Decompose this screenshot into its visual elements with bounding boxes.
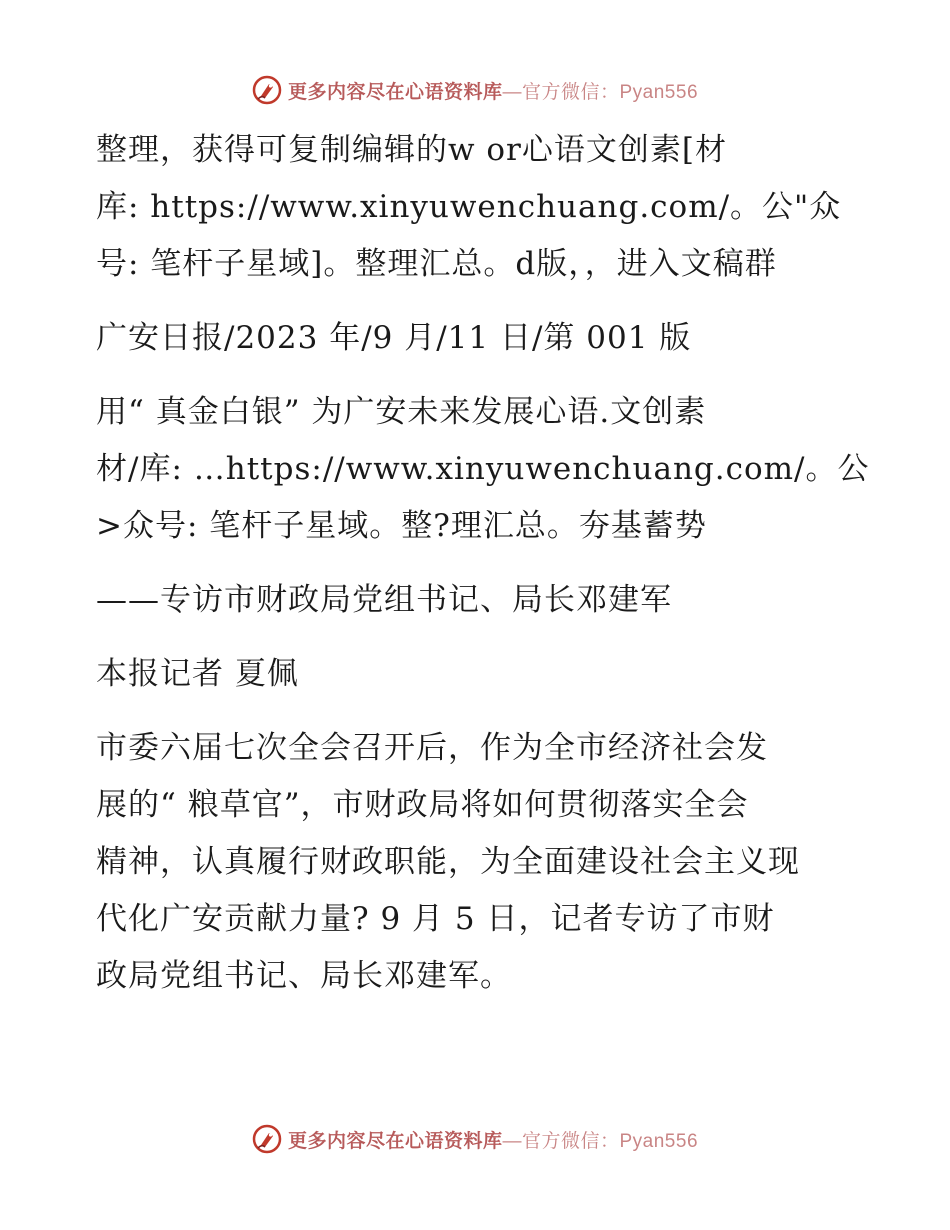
text-line: >众号: 笔杆子星域。整?理汇总。夯基蓄势 xyxy=(96,508,707,544)
header-watermark-banner xyxy=(0,70,950,110)
paragraph-article-title xyxy=(96,384,870,555)
text-line: 材/库: …https://www.xinyuwenchuang.com/。公 xyxy=(96,451,870,487)
text-line: 代化广安贡献力量? 9 月 5 日，记者专访了市财 xyxy=(96,901,775,937)
text-line: 精神，认真履行财政职能，为全面建设社会主义现 xyxy=(96,844,800,880)
paragraph-byline xyxy=(96,646,866,703)
footer-watermark-dash: — xyxy=(502,1130,522,1152)
document-body xyxy=(96,122,870,1005)
pen-nib-logo-icon xyxy=(252,75,282,105)
paragraph-subtitle xyxy=(96,572,866,629)
text-line: 市委六届七次全会召开后，作为全市经济社会发 xyxy=(96,730,768,766)
text-line: 本报记者 夏佩 xyxy=(96,656,299,692)
header-watermark-dash: — xyxy=(502,81,522,103)
footer-watermark-wechat: 官方微信：Pyan556 xyxy=(522,1130,699,1152)
header-watermark-main: 更多内容尽在心语资料库 xyxy=(287,81,503,103)
paragraph-intro-note xyxy=(96,122,866,293)
footer-watermark-banner xyxy=(0,1119,950,1159)
text-line: 整理，获得可复制编辑的w or心语文创素[材 xyxy=(96,132,727,168)
text-line: ——专访市财政局党组书记、局长邓建军 xyxy=(96,582,672,618)
text-line: 广安日报/2023 年/9 月/11 日/第 001 版 xyxy=(96,320,692,356)
pen-nib-logo-icon xyxy=(252,1124,282,1154)
header-watermark-text xyxy=(288,77,698,104)
paragraph-lead xyxy=(96,720,866,1005)
text-line: 展的“ 粮草官”，市财政局将如何贯彻落实全会 xyxy=(96,787,749,823)
footer-watermark-text xyxy=(288,1126,698,1153)
text-line: 用“ 真金白银” 为广安未来发展心语.文创素 xyxy=(96,394,707,430)
text-line: 号: 笔杆子星域]。整理汇总。d版，，进入文稿群 xyxy=(96,246,777,282)
text-line: 政局党组书记、局长邓建军。 xyxy=(96,958,512,994)
header-watermark-wechat: 官方微信：Pyan556 xyxy=(522,81,699,103)
text-line: 库: https://www.xinyuwenchuang.com/。公"众 xyxy=(96,189,842,225)
footer-watermark-main: 更多内容尽在心语资料库 xyxy=(287,1130,503,1152)
paragraph-source-line xyxy=(96,310,866,367)
